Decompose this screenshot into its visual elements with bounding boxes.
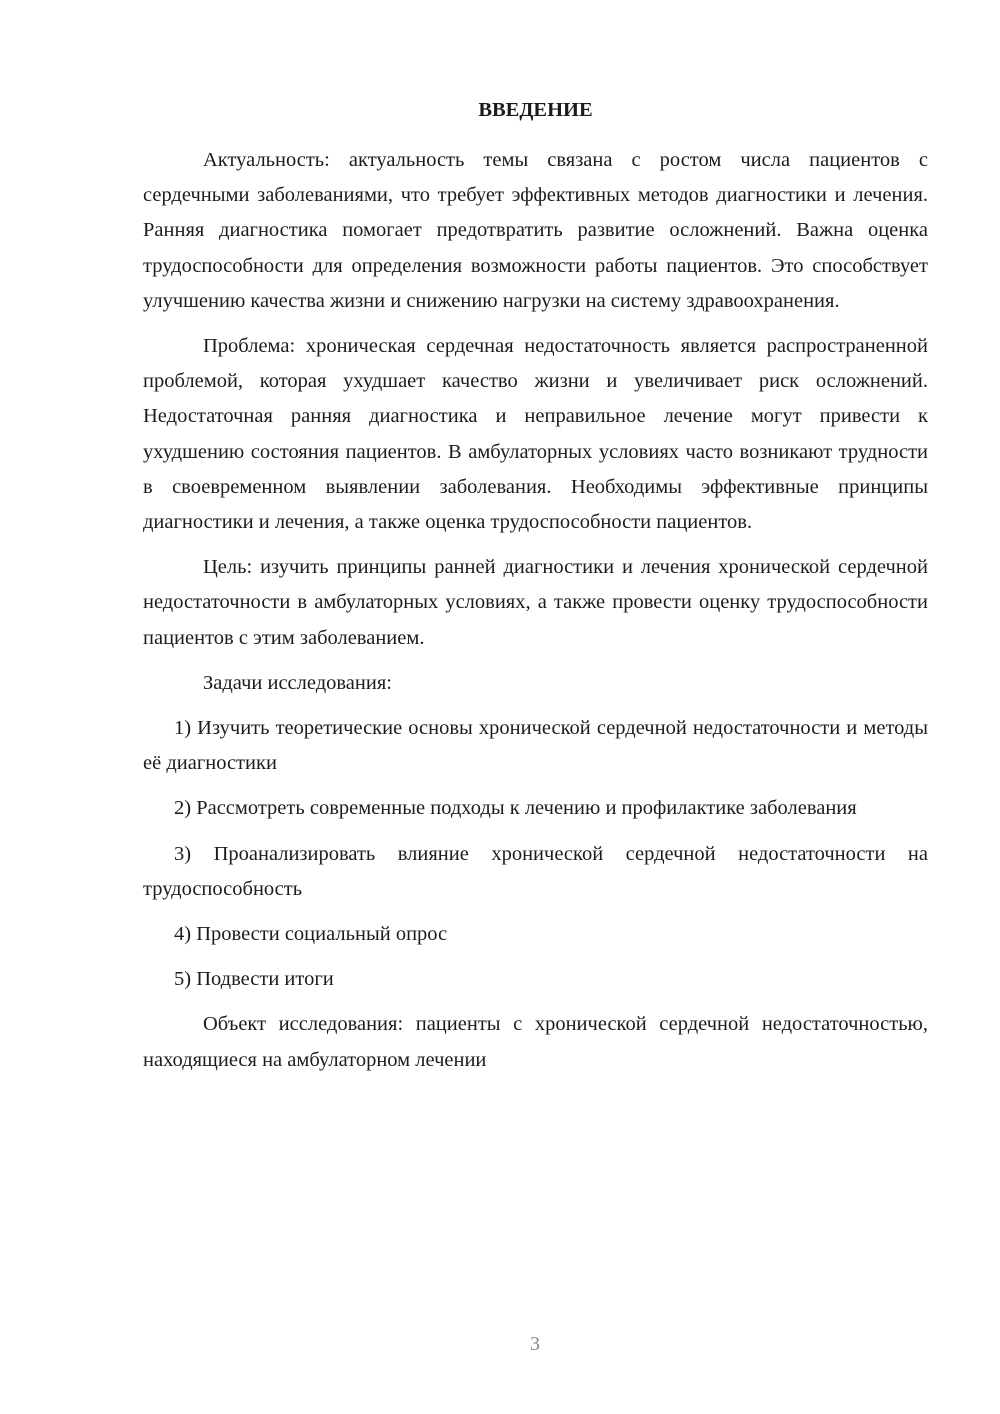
document-title: ВВЕДЕНИЕ xyxy=(478,99,593,121)
problem-paragraph: Проблема: хроническая сердечная недостаточность является распространенной проблемой, которая ухудшает качество жизни и увеличивает риск осложнений. Недостаточная ранняя диагностика и неправильное лечение могут привести к ухудшению состояния пациентов. В амбулаторных условиях часто возникают трудности в своевременном выявлении заболевания. Необходимы эффективные принципы диагностики и лечения, а также оценка трудоспособности пациентов. xyxy=(143,335,928,534)
object-paragraph: Объект исследования: пациенты с хронической сердечной недостаточностью, находящиеся на амбулаторном лечении xyxy=(143,1013,928,1071)
task-item-2: 2) Рассмотреть современные подходы к лечению и профилактике заболевания xyxy=(174,797,857,820)
document-page xyxy=(143,92,928,1078)
task-item-5: 5) Подвести итоги xyxy=(174,968,334,991)
task-item-1: 1) Изучить теоретические основы хронической сердечной недостаточности и методы её диагностики xyxy=(143,717,928,775)
relevance-paragraph: Актуальность: актуальность темы связана с ростом числа пациентов с сердечными заболеваниями, что требует эффективных методов диагностики и лечения. Ранняя диагностика помогает предотвратить развитие осложнений. Важна оценка трудоспособности для определения возможности работы пациентов. Это способствует улучшению качества жизни и снижению нагрузки на систему здравоохранения. xyxy=(143,149,928,312)
goal-paragraph: Цель: изучить принципы ранней диагностики и лечения хронической сердечной недостаточности в амбулаторных условиях, а также провести оценку трудоспособности пациентов с этим заболеванием. xyxy=(143,556,928,649)
page-number: 3 xyxy=(530,1333,540,1355)
tasks-heading: Задачи исследования: xyxy=(203,671,392,694)
task-item-4: 4) Провести социальный опрос xyxy=(174,923,448,946)
task-item-3: 3) Проанализировать влияние хронической сердечной недостаточности на трудоспособность xyxy=(143,842,928,900)
